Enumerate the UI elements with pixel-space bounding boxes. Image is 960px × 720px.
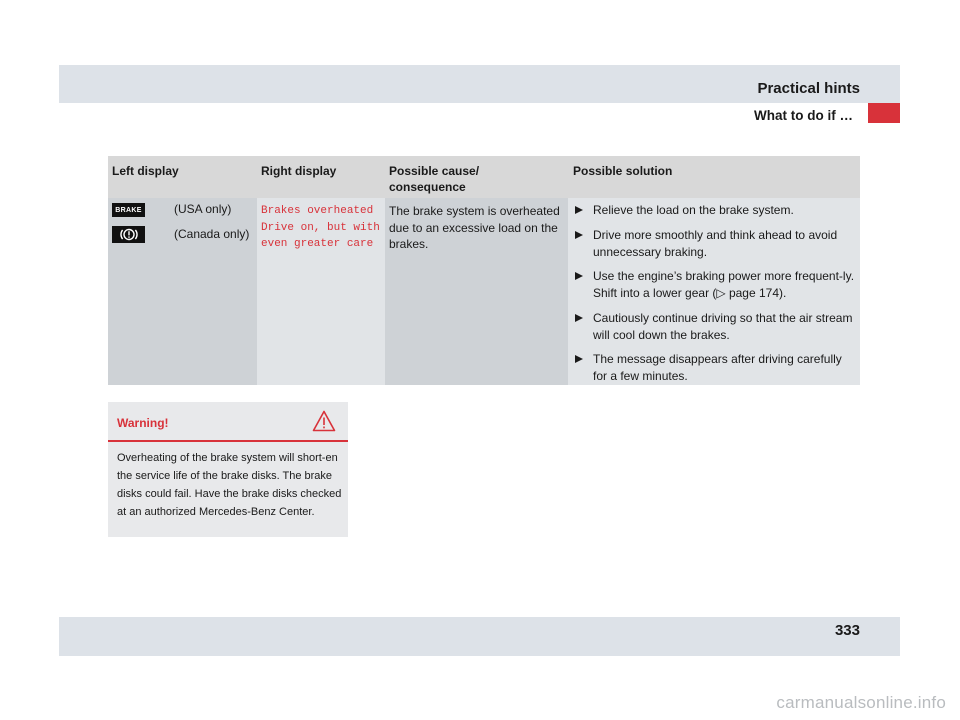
solution-text: Cautiously continue driving so that the air stream will cool down the brakes. [593, 310, 853, 342]
warning-header [108, 402, 348, 442]
warning-box [108, 402, 348, 537]
page-number: 333 [834, 622, 860, 639]
canada-brake-indicator [112, 226, 250, 243]
brake-warning-icon: BRAKE [112, 203, 145, 217]
arrow-bullet-icon [575, 206, 583, 214]
brake-circle-exclamation-icon [112, 226, 145, 243]
solution-list [573, 202, 858, 393]
solution-item [573, 202, 858, 219]
solution-item [573, 310, 858, 344]
solution-item [573, 268, 858, 302]
possible-cause-text: The brake system is overheated due to an excessive load on the brakes. [389, 204, 560, 251]
solution-item [573, 227, 858, 261]
canada-only-label: (Canada only) [174, 227, 250, 241]
solution-item [573, 351, 858, 385]
right-display-line: Brakes overheated [261, 205, 374, 217]
header-possible-solution: Possible solution [573, 164, 673, 178]
arrow-bullet-icon [575, 272, 583, 280]
warning-triangle-icon [312, 410, 336, 432]
solution-text: Drive more smoothly and think ahead to avoid unnecessary braking. [593, 227, 838, 259]
arrow-bullet-icon [575, 355, 583, 363]
subsection-title: What to do if … [754, 108, 853, 123]
footer-bar [59, 617, 900, 656]
arrow-bullet-icon [575, 231, 583, 239]
header-possible-cause: Possible cause/ consequence [389, 164, 480, 194]
usa-brake-indicator [112, 202, 232, 217]
right-display-message [261, 203, 386, 253]
right-display-line: Drive on, but with [261, 221, 380, 234]
header-right-display: Right display [261, 164, 337, 178]
section-tab-marker [868, 103, 900, 123]
watermark-text: carmanualsonline.info [776, 693, 946, 712]
warning-text: Overheating of the brake system will short-en the service life of the brake disks. The brake disks could fail. Have the brake disks checked at an authorized Mercedes-Benz Center. [117, 452, 342, 518]
table-header-row [108, 156, 860, 198]
solution-text: Relieve the load on the brake system. [593, 203, 794, 217]
header-left-display: Left display [112, 164, 179, 178]
solution-text: Use the engine’s braking power more frequent-ly. Shift into a lower gear (▷ page 174). [593, 269, 855, 300]
right-display-line: even greater care [261, 238, 374, 250]
arrow-bullet-icon [575, 314, 583, 322]
display-messages-table [108, 156, 860, 385]
section-title: Practical hints [757, 80, 860, 97]
solution-text: The message disappears after driving carefully for a few minutes. [593, 352, 842, 383]
usa-only-label: (USA only) [174, 202, 232, 216]
warning-label: Warning! [117, 416, 169, 430]
